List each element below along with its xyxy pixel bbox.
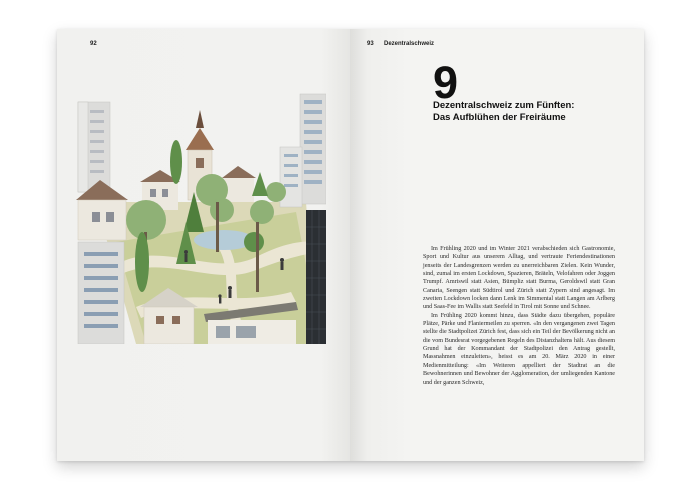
chapter-number: 9	[433, 57, 458, 108]
tower-left	[78, 102, 110, 192]
town-illustration	[76, 92, 326, 344]
chapter-title-line-2: Das Aufblühen der Freiräume	[433, 112, 566, 123]
page-number-left: 92	[90, 41, 97, 47]
house-right	[222, 166, 256, 202]
paragraph-2: Im Frühling 2020 kommt hinzu, dass Städte dazu übergehen, populäre Plätze, Pärke und Flaniermeilen zu sperren. «In den vergangenen zwei Tagen stellte die Stadtpolizei Zürich fest, dass sich ein Teil der Bevölkerung nicht an die vom Bundesrat vorgegebenen Regeln des Distanzhaltens hält. Aus diesem Grund hat der Kommandant der Stadtpolizei den Antrag gestellt, Massnahmen einzuleiten», heisst es am 20. März 2020 in einer Medienmitteilung: «Im Weiteren appelliert der Stadtrat an die Bewohnerinnen und Bewohner der Agglomeration, der umliegenden Kantone und der ganzen Schweiz,	[423, 312, 615, 386]
dark-building	[306, 210, 326, 344]
paragraph-1: Im Frühling 2020 und im Winter 2021 verabschieden sich Gastronomie, Sport und Kultur aus unserem Alltag, und vertraute Feriendestinationen jenseits der Landesgrenzen werden zu unerreichbaren Zielen. Kein Wunder, sind, zumal im ersten Lockdown, Spazieren, Bräteln, Velofahren oder Joggen Trumpf. Amriswil statt Asien, Bümpliz statt Burma, Geroldswil statt Gran Canaria, Seengen statt Südtirol und Zürich statt Zypern sind angesagt. Im zweiten Lockdown locken dann Lenk im Simmental statt Langen am Arlberg und Saas-Fee im Wallis statt Seefeld in Tirol mit Sonne und Schnee.	[423, 246, 615, 311]
running-head: Dezentralschweiz	[384, 41, 435, 47]
tower-right	[280, 94, 326, 207]
chapter-title	[433, 100, 603, 124]
apartment-block	[78, 242, 124, 344]
body-text	[423, 245, 615, 387]
chapter-title-line-1: Dezentralschweiz zum Fünften:	[433, 100, 575, 111]
page-number-right: 93	[367, 41, 374, 47]
